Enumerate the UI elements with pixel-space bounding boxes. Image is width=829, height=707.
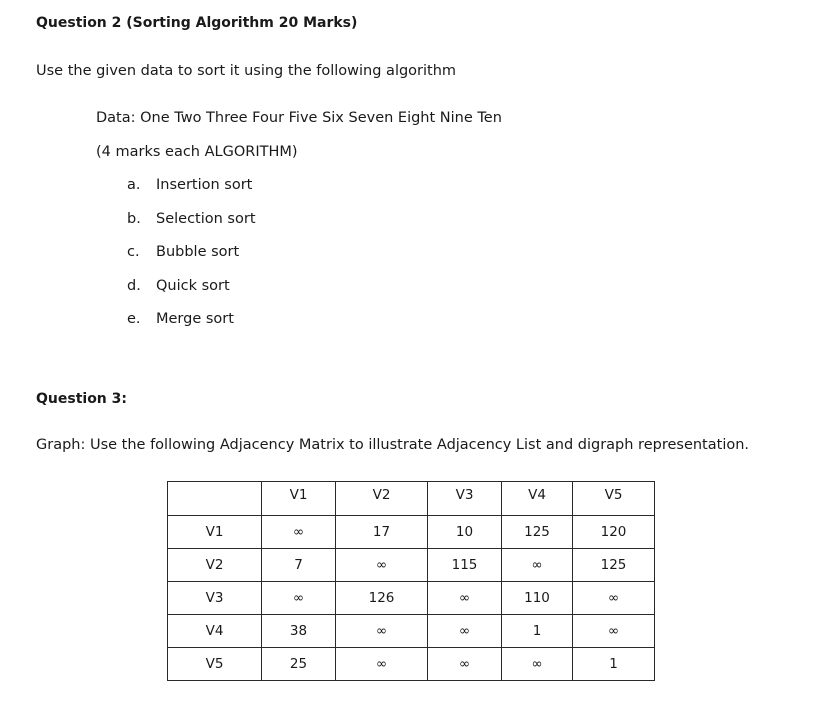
table-cell: 10 bbox=[428, 516, 502, 549]
table-cell: ∞ bbox=[262, 516, 336, 549]
column-header: V1 bbox=[262, 482, 336, 516]
table-row bbox=[168, 516, 655, 549]
column-header: V3 bbox=[428, 482, 502, 516]
question-3-title: Question 3: bbox=[36, 391, 127, 407]
table-cell: 1 bbox=[502, 615, 573, 648]
row-header: V3 bbox=[168, 582, 262, 615]
question-2-title: Question 2 (Sorting Algorithm 20 Marks) bbox=[36, 15, 358, 31]
table-cell: ∞ bbox=[502, 648, 573, 681]
question-3-instruction: Graph: Use the following Adjacency Matrix to illustrate Adjacency List and digraph representation. bbox=[36, 437, 750, 453]
list-item-letter: c. bbox=[127, 244, 140, 260]
table-row bbox=[168, 582, 655, 615]
list-item-label: Insertion sort bbox=[156, 177, 253, 193]
table-header-row bbox=[168, 482, 655, 516]
table-row bbox=[168, 549, 655, 582]
table-cell: ∞ bbox=[336, 615, 428, 648]
column-header: V4 bbox=[502, 482, 573, 516]
table-cell: ∞ bbox=[573, 615, 655, 648]
table-cell: 125 bbox=[502, 516, 573, 549]
table-cell: ∞ bbox=[428, 582, 502, 615]
table-cell: 125 bbox=[573, 549, 655, 582]
table-cell: ∞ bbox=[573, 582, 655, 615]
row-header: V5 bbox=[168, 648, 262, 681]
data-line: Data: One Two Three Four Five Six Seven Eight Nine Ten bbox=[96, 110, 502, 126]
list-item-letter: e. bbox=[127, 311, 141, 327]
list-item-letter: d. bbox=[127, 278, 141, 294]
row-header: V4 bbox=[168, 615, 262, 648]
list-item-letter: b. bbox=[127, 211, 141, 227]
table-cell: ∞ bbox=[428, 615, 502, 648]
table-cell: 17 bbox=[336, 516, 428, 549]
table-cell: ∞ bbox=[336, 549, 428, 582]
list-item-label: Bubble sort bbox=[156, 244, 240, 260]
table-cell: 25 bbox=[262, 648, 336, 681]
table-cell: ∞ bbox=[428, 648, 502, 681]
table-cell: 110 bbox=[502, 582, 573, 615]
list-item-label: Quick sort bbox=[156, 278, 230, 294]
marks-line: (4 marks each ALGORITHM) bbox=[96, 144, 298, 160]
table-cell: 120 bbox=[573, 516, 655, 549]
row-header: V1 bbox=[168, 516, 262, 549]
corner-cell bbox=[168, 482, 262, 516]
list-item-label: Merge sort bbox=[156, 311, 234, 327]
table-cell: 38 bbox=[262, 615, 336, 648]
table-cell: ∞ bbox=[262, 582, 336, 615]
table-cell: 1 bbox=[573, 648, 655, 681]
table-cell: 115 bbox=[428, 549, 502, 582]
adjacency-matrix-table bbox=[167, 481, 655, 681]
table-cell: 126 bbox=[336, 582, 428, 615]
table-row bbox=[168, 615, 655, 648]
table-cell: ∞ bbox=[502, 549, 573, 582]
table-cell: ∞ bbox=[336, 648, 428, 681]
list-item-letter: a. bbox=[127, 177, 141, 193]
column-header: V5 bbox=[573, 482, 655, 516]
table-cell: 7 bbox=[262, 549, 336, 582]
column-header: V2 bbox=[336, 482, 428, 516]
row-header: V2 bbox=[168, 549, 262, 582]
list-item-label: Selection sort bbox=[156, 211, 256, 227]
question-2-instruction: Use the given data to sort it using the following algorithm bbox=[36, 63, 457, 79]
table-row bbox=[168, 648, 655, 681]
